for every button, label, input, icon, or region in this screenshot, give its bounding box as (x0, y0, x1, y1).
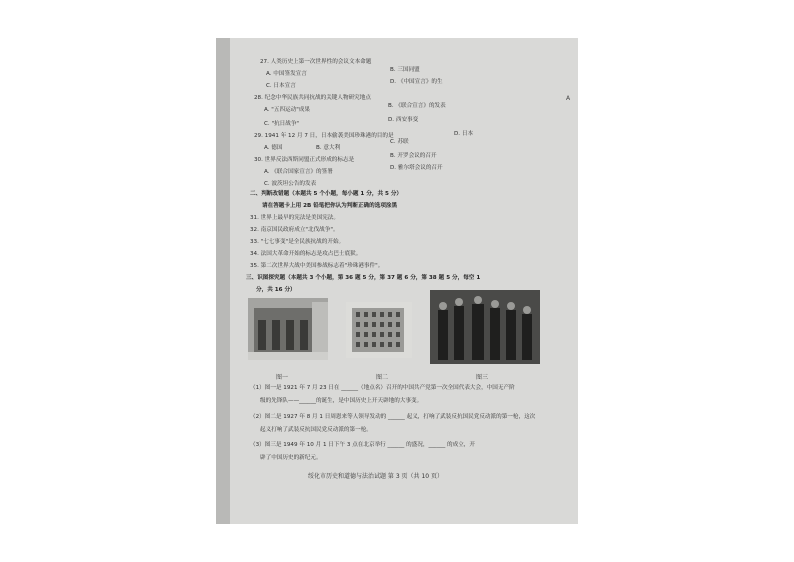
question-line: （2）图二是 1927 年 8 月 1 日周恩来等人领导发动的 ______ 起义，打响了武装反抗国民党反动派的第一枪，这次 (250, 414, 536, 420)
question-line: 级的先锋队——______的诞生，是中国历史上开天辟地的大事变。 (260, 398, 423, 404)
text-line: 35. 第二次世界大战中美国参战标志着"珍珠港事件"。 (250, 263, 384, 269)
text-line: A. "五四运动"成果 (264, 107, 310, 113)
text-line: D. 《中国宣言》的生 (390, 79, 443, 85)
section-heading: 三、识图探究题（本题共 3 个小题，第 36 题 5 分，第 37 题 6 分，第 38 题 5 分，每空 1 (246, 275, 481, 281)
text-line: 28. 纪念中华民族共同抗战的关键人物研究地点 (254, 95, 371, 101)
text-line: C. "抗日战争" (264, 121, 299, 127)
text-line: 33. "七七事变"是全民族抗战的开始。 (250, 239, 345, 245)
question-line: 辟了中国历史的新纪元。 (260, 455, 322, 461)
question-line: 起义打响了武装反抗国民党反动派的第一枪。 (260, 427, 372, 433)
photo-caption: 图一 (276, 374, 289, 381)
photo-building-two (346, 302, 412, 358)
margin-mark: A (566, 95, 571, 102)
text-line: 34. 法国大革命开始的标志是攻占巴士底狱。 (250, 251, 362, 257)
photo-ceremony (430, 290, 540, 364)
text-line: 32. 南京国民政府成立"北伐战争"。 (250, 227, 339, 233)
text-line: C. 日本宣言 (266, 83, 296, 89)
photo-caption: 图三 (476, 374, 489, 381)
text-line: A. 《联合国家宣言》的签署 (264, 169, 333, 175)
text-line: A. 中国签发宣言 (266, 71, 307, 77)
text-line: 30. 世界反法西斯同盟正式形成的标志是 (254, 157, 355, 163)
question-line: （3）图三是 1949 年 10 月 1 日下午 3 点在北京举行 ______ 的盛况，______ 的成立，开 (250, 442, 475, 448)
question-line: （1）图一是 1921 年 7 月 23 日在 ______（地点名）召开的中国共产党第一次全国代表大会，中国无产阶 (250, 385, 515, 391)
text-line: 27. 人类历史上第一次世界性的会议文本命题 (260, 59, 372, 65)
text-line: 29. 1941 年 12 月 7 日，日本偷袭美国珍珠港的目的是 (254, 133, 394, 139)
text-line: D. 西安事变 (388, 117, 419, 123)
text-line: C. 苏联 (390, 139, 409, 145)
text-line: B. 开罗会议的召开 (390, 153, 437, 159)
exam-paper-sheet (216, 38, 578, 524)
page-shadow (216, 38, 230, 524)
text-line: B. 意大利 (316, 145, 341, 151)
text-line: D. 雅尔塔会议的召开 (390, 165, 443, 171)
text-line: B. 《联合宣言》的发表 (388, 103, 446, 109)
photo-building-one (248, 298, 328, 360)
text-line: 31. 世界上最早的宪法是美国宪法。 (250, 215, 339, 221)
text-line: B. 三国同盟 (390, 67, 420, 73)
instruction-line: 请在答题卡上用 2B 铅笔把你认为判断正确的选项涂黑 (262, 203, 398, 209)
section-heading: 分，共 16 分） (256, 287, 296, 293)
photo-caption: 图二 (376, 374, 389, 381)
text-line: D. 日本 (454, 131, 474, 137)
text-line: C. 波茨坦公告的发表 (264, 181, 317, 187)
section-heading: 二、判断改错题（本题共 5 个小题，每小题 1 分，共 5 分） (250, 191, 403, 197)
text-line: A. 德国 (264, 145, 283, 151)
page-footer: 绥化市历史和道德与法治试题 第 3 页（共 10 页） (308, 473, 443, 480)
